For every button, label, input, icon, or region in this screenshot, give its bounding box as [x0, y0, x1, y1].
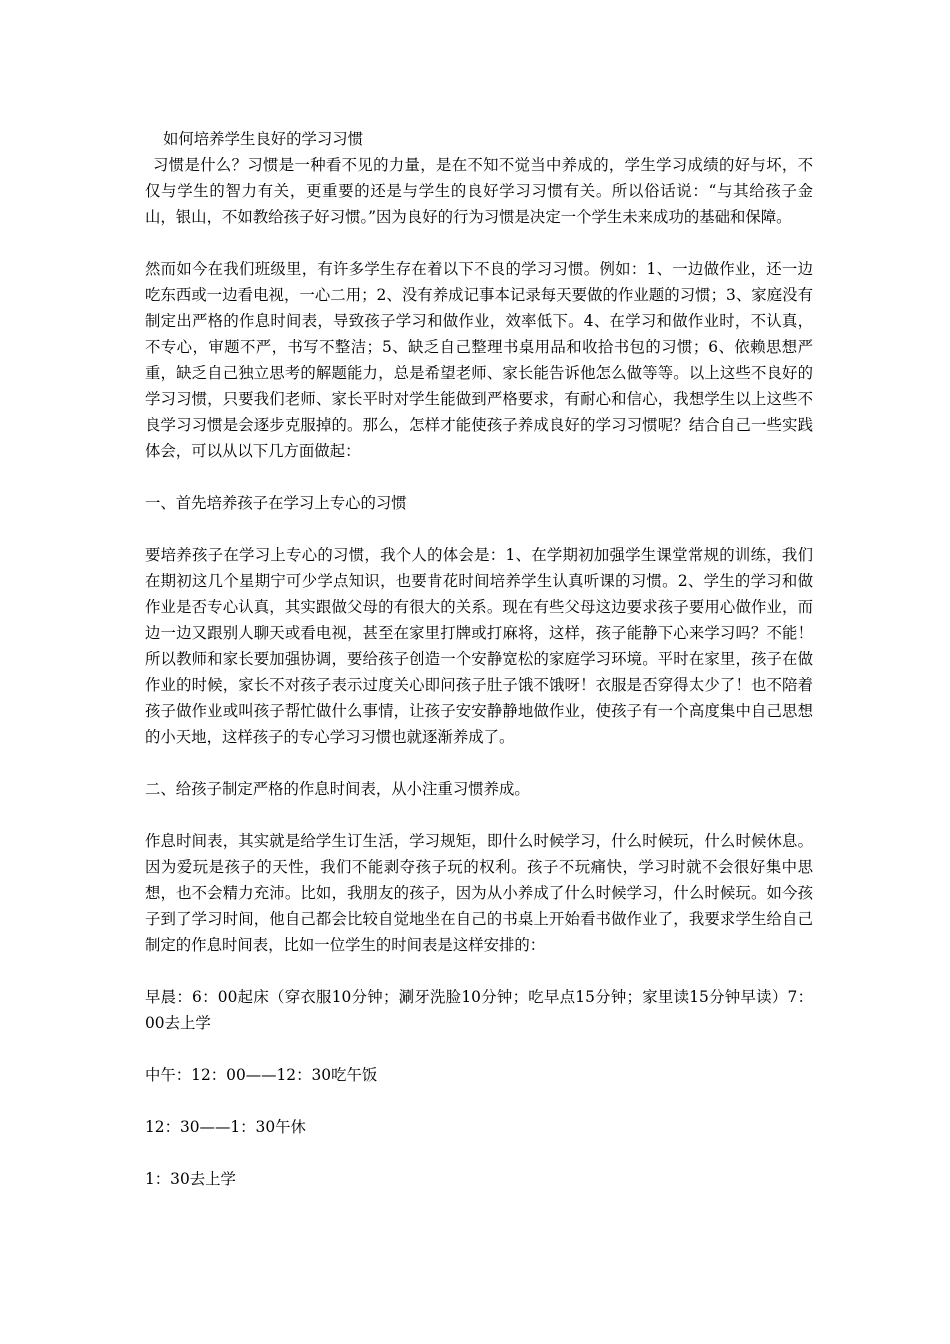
paragraph-focus: 要培养孩子在学习上专心的习惯，我个人的体会是：1、在学期初加强学生课堂常规的训练，我们在期初这几个星期宁可少学点知识，也要肯花时间培养学生认真听课的习惯。2、学生的学习和做作业是否专心认真，其实跟做父母的有很大的关系。现在有些父母这边要求孩子要用心做作业，而边一边又跟别人聊天或看电视，甚至在家里打牌或打麻将，这样，孩子能静下心来学习吗？不能！所以教师和家长要加强协调，要给孩子创造一个安静宽松的家庭学习环境。平时在家里，孩子在做作业的时候，家长不对孩子表示过度关心即问孩子肚子饿不饿呀！衣服是否穿得太少了！也不陪着孩子做作业或叫孩子帮忙做什么事情，让孩子安安静静地做作业，使孩子有一个高度集中自己思想的小天地，这样孩子的专心学习习惯也就逐渐养成了。 — [145, 546, 813, 746]
schedule-morning: 早晨：6：00起床（穿衣服10分钟；涮牙洗脸10分钟；吃早点15分钟；家里读15分钟早读）7：00去上学 — [145, 988, 813, 1032]
document-body — [145, 126, 813, 1218]
paragraph-schedule: 作息时间表，其实就是给学生订生活，学习规矩，即什么时候学习，什么时候玩，什么时候休息。因为爱玩是孩子的天性，我们不能剥夺孩子玩的权利。孩子不玩痛快，学习时就不会很好集中思想，也不会精力充沛。比如，我朋友的孩子，因为从小养成了什么时候学习，什么时候玩。如今孩子到了学习时间，他自己都会比较自觉地坐在自己的书桌上开始看书做作业了，我要求学生给自己制定的作息时间表，比如一位学生的时间表是这样安排的： — [145, 832, 813, 954]
section-heading-1: 一、首先培养孩子在学习上专心的习惯 — [145, 494, 407, 512]
schedule-noon: 中午：12：00——12：30吃午饭 — [145, 1066, 378, 1084]
schedule-afternoon: 1：30去上学 — [145, 1170, 236, 1188]
document-title: 如何培养学生良好的学习习惯 — [163, 130, 364, 148]
paragraph-bad-habits: 然而如今在我们班级里，有许多学生存在着以下不良的学习习惯。例如：1、一边做作业，还一边吃东西或一边看电视，一心二用；2、没有养成记事本记录每天要做的作业题的习惯；3、家庭没有制定出严格的作息时间表，导致孩子学习和做作业，效率低下。4、在学习和做作业时，不认真，不专心，审题不严，书写不整洁；5、缺乏自己整理书桌用品和收拾书包的习惯；6、依赖思想严重，缺乏自己独立思考的解题能力，总是希望老师、家长能告诉他怎么做等等。以上这些不良好的学习习惯，只要我们老师、家长平时对学生能做到严格要求，有耐心和信心，我想学生以上这些不良学习习惯是会逐步克服掉的。那么，怎样才能使孩子养成良好的学习习惯呢？结合自己一些实践体会，可以从以下几方面做起： — [145, 260, 813, 460]
schedule-nap: 12：30——1：30午休 — [145, 1118, 306, 1136]
section-heading-2: 二、给孩子制定严格的作息时间表，从小注重习惯养成。 — [145, 780, 530, 798]
paragraph-intro: 习惯是什么？习惯是一种看不见的力量，是在不知不觉当中养成的，学生学习成绩的好与坏，不仅与学生的智力有关，更重要的还是与学生的良好学习习惯有关。所以俗话说：“与其给孩子金山，银山，不如教给孩子好习惯。”因为良好的行为习惯是决定一个学生未来成功的基础和保障。 — [145, 156, 813, 226]
